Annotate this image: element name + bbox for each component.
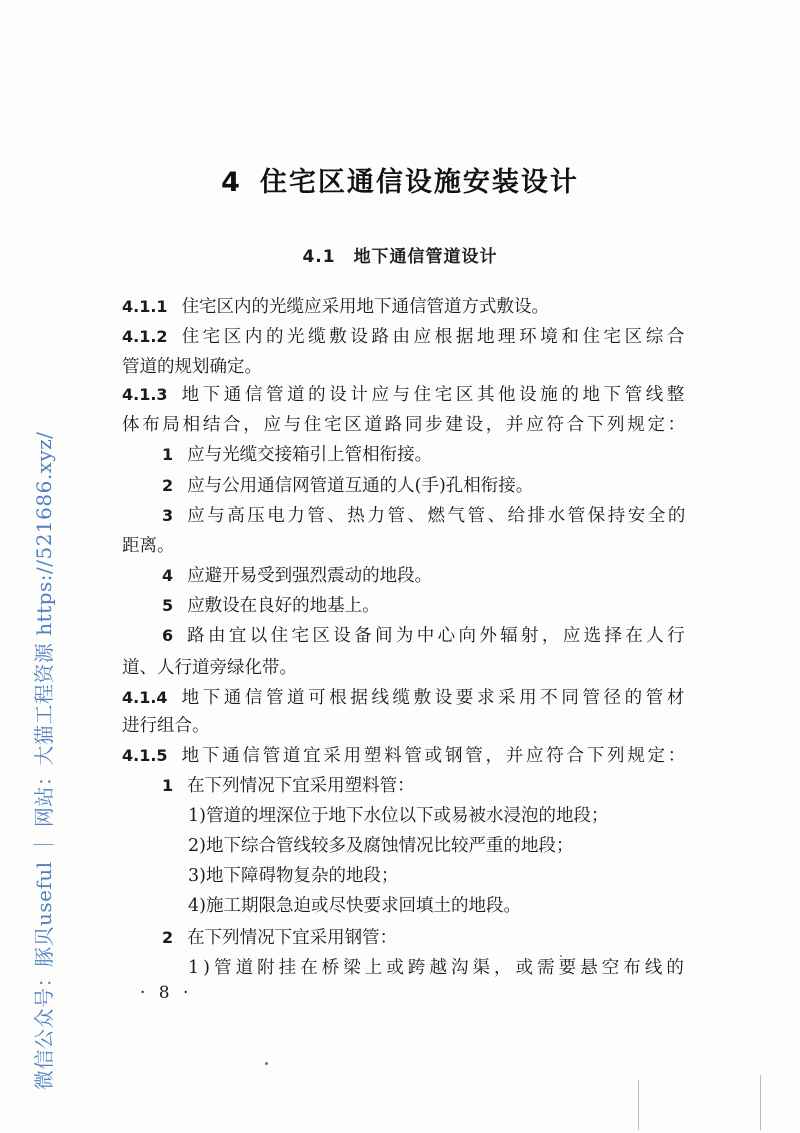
list-item-line [162,598,380,616]
text-line [188,898,521,916]
item-number: 2 [162,476,174,495]
clause-line [122,748,688,766]
line-text: 应与光缆交接箱引上管相衔接。 [187,445,433,465]
line-text: 1)管道附挂在桥梁上或跨越沟渠，或需要悬空布线的 [188,958,688,978]
chapter-title-text: 住宅区通信设施安装设计 [259,167,579,198]
text-line [188,960,688,978]
item-number: 6 [162,626,174,645]
clause-number: 4.1.5 [122,746,168,765]
text-line [122,718,210,736]
item-number: 1 [162,445,174,464]
scan-artifact-line [760,1075,761,1130]
section-title [0,242,800,267]
line-text: 住宅区内的光缆应采用地下通信管道方式敷设。 [181,297,550,317]
watermark: 微信公众号：豚贝useful ｜ 网站：大猫工程资源 https://521686.xyz/ [32,431,56,1090]
clause-line [122,299,549,317]
line-text: 在下列情况下宜采用钢管： [187,928,398,948]
list-item-line [162,628,688,646]
line-text: 2)地下综合管线较多及腐蚀情况比较严重的地段； [188,836,574,856]
line-text: 应与高压电力管、热力管、燃气管、给排水管保持安全的 [187,506,688,526]
clause-number: 4.1.2 [122,327,168,346]
line-text: 应与公用通信网管道互通的人(手)孔相衔接。 [187,476,534,496]
scan-artifact-line [638,1080,639,1130]
item-number: 5 [162,596,174,615]
chapter-title [0,160,800,199]
list-item-line [162,508,688,526]
text-line [188,808,608,826]
line-text: 管道的规划确定。 [122,357,262,377]
line-text: 路由宜以住宅区设备间为中心向外辐射，应选择在人行 [187,626,689,646]
clause-line [122,329,688,347]
item-number: 4 [162,566,174,585]
line-text: 进行组合。 [122,716,210,736]
scan-speck [265,1062,268,1065]
list-item-line [162,447,432,465]
list-item-line [162,778,415,796]
line-text: 地下通信管道宜采用塑料管或钢管，并应符合下列规定： [181,746,689,766]
clause-number: 4.1.4 [122,688,168,707]
text-line [122,660,297,678]
text-line [122,359,262,377]
line-text: 距离。 [122,536,175,556]
line-text: 住宅区内的光缆敷设路由应根据地理环境和住宅区综合 [181,327,688,347]
clause-number: 4.1.1 [122,297,168,316]
section-title-text: 地下通信管道设计 [353,247,498,267]
item-number: 2 [162,928,174,947]
line-text: 4)施工期限急迫或尽快要求回填土的地段。 [188,896,521,916]
line-text: 在下列情况下宜采用塑料管： [187,776,415,796]
text-line [122,538,175,556]
clause-line [122,690,688,708]
text-line [188,868,398,886]
list-item-line [162,568,432,586]
page-number: · 8 · [140,983,193,1003]
item-number: 1 [162,776,174,795]
clause-line [122,387,688,405]
scan-speck [560,955,562,957]
chapter-number: 4 [221,167,242,198]
line-text: 3)地下障碍物复杂的地段； [188,866,399,886]
text-line [122,417,688,435]
line-text: 应避开易受到强烈震动的地段。 [187,566,433,586]
section-number: 4.1 [302,247,336,267]
line-text: 应敷设在良好的地基上。 [187,596,380,616]
line-text: 体布局相结合，应与住宅区道路同步建设，并应符合下列规定： [122,415,688,435]
clause-number: 4.1.3 [122,385,168,404]
line-text: 道、人行道旁绿化带。 [122,658,297,678]
line-text: 地下通信管道可根据线缆敷设要求采用不同管径的管材 [181,688,688,708]
item-number: 3 [162,506,174,525]
line-text: 1)管道的埋深位于地下水位以下或易被水浸泡的地段； [188,806,609,826]
list-item-line [162,478,533,496]
list-item-line [162,930,397,948]
text-line [188,838,573,856]
line-text: 地下通信管道的设计应与住宅区其他设施的地下管线整 [181,385,688,405]
